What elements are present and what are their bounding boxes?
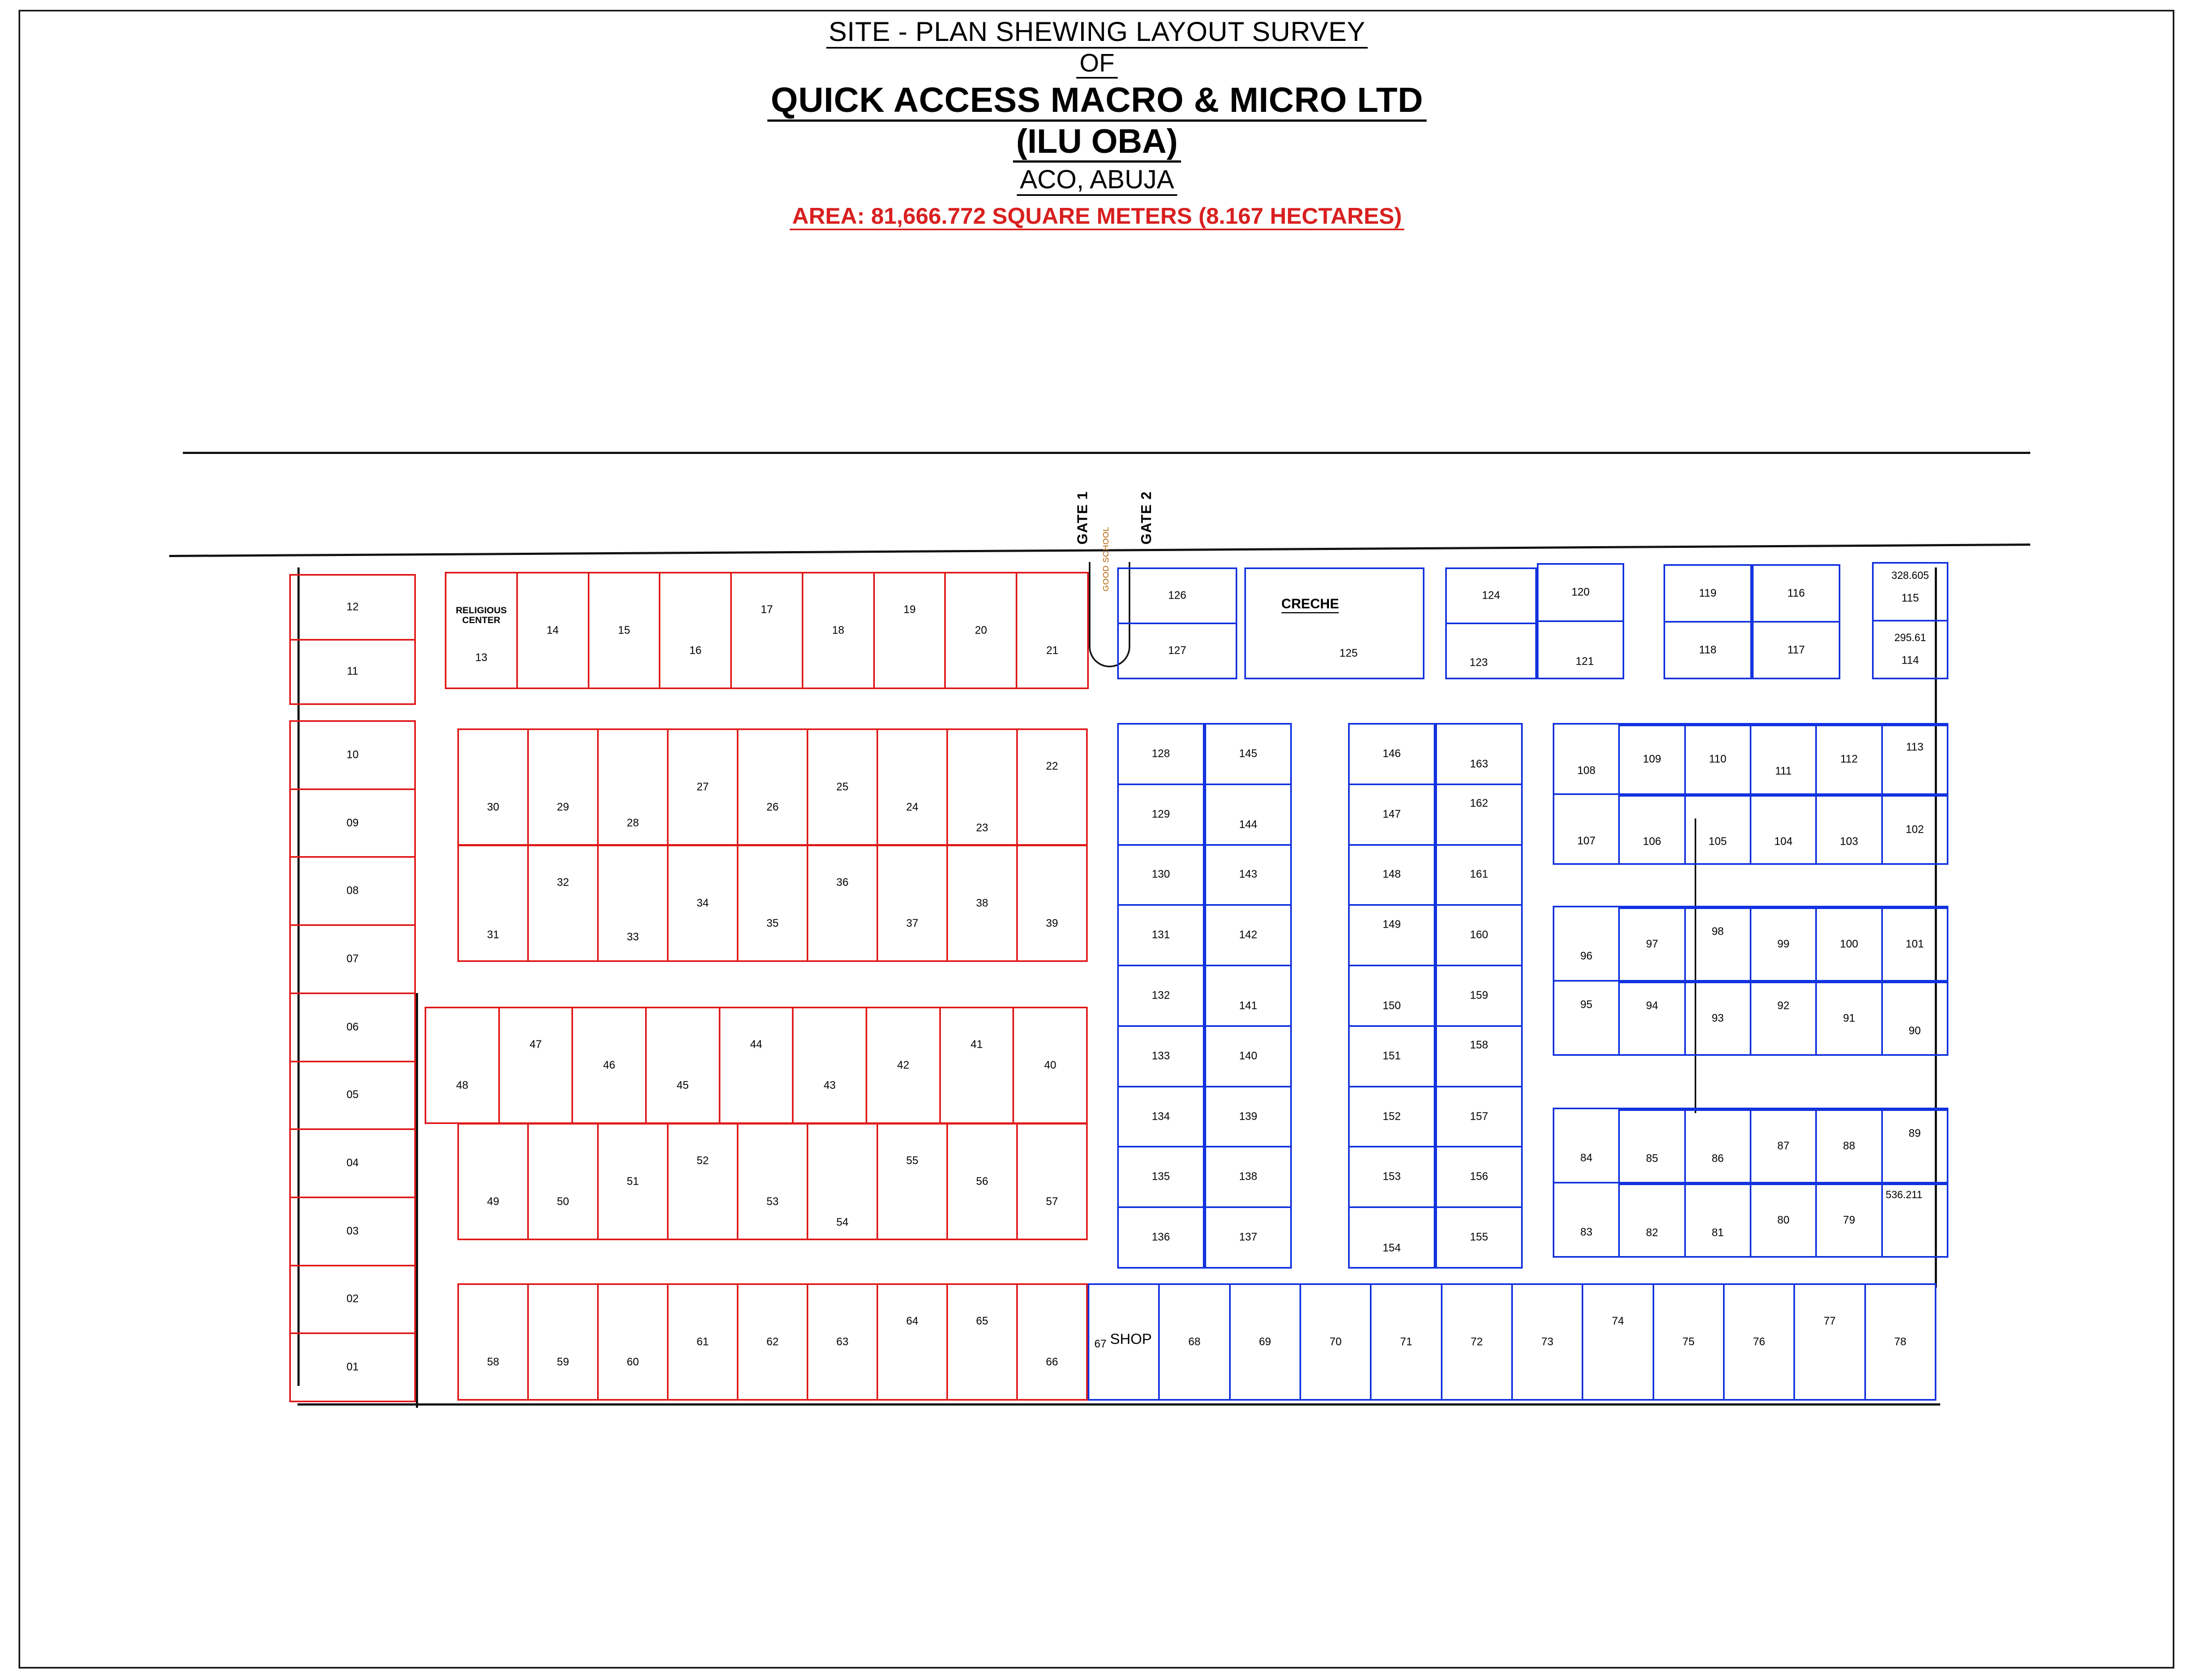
plot-cell[interactable]: 110 <box>1684 725 1750 793</box>
plot-cell[interactable]: 84 <box>1580 1152 1593 1164</box>
plot-cell[interactable]: 106 <box>1618 795 1684 864</box>
plot-cell[interactable]: 34 <box>667 846 737 960</box>
plot-cell[interactable]: 135 <box>1119 1146 1203 1206</box>
plot-cell[interactable]: 140 <box>1206 1025 1290 1086</box>
plot-cell[interactable]: 116 <box>1787 587 1805 599</box>
plot-cell[interactable]: 10 <box>346 749 359 761</box>
plot-cell[interactable]: 138 <box>1206 1146 1290 1206</box>
plot-cell[interactable]: 155 <box>1437 1206 1521 1267</box>
plot-cell[interactable]: 144 <box>1206 784 1290 844</box>
plot-cell[interactable]: 17 <box>730 573 802 687</box>
plot-cell[interactable]: 37 <box>877 846 946 960</box>
block-row-shop-67-78[interactable] <box>1088 1283 1936 1401</box>
plot-cell[interactable]: 75 <box>1653 1285 1723 1399</box>
block-grid-96-90[interactable] <box>1553 906 1948 1056</box>
plot-cell[interactable]: 30 <box>487 801 499 814</box>
plot-cell[interactable]: 126 <box>1168 589 1187 602</box>
plot-cell[interactable]: 29 <box>527 730 597 844</box>
plot-cell[interactable]: 11 <box>291 639 414 704</box>
block-creche-125[interactable] <box>1244 567 1424 679</box>
plot-cell[interactable]: 113 <box>1881 725 1947 793</box>
plot-cell[interactable]: 05 <box>291 1061 414 1129</box>
plot-cell[interactable]: 57 <box>1016 1125 1086 1239</box>
plot-cell[interactable]: 68 <box>1158 1285 1229 1399</box>
plot-cell[interactable]: 47 <box>498 1008 572 1122</box>
plot-cell[interactable]: 124 <box>1482 589 1500 602</box>
plot-cell[interactable]: 127 <box>1119 623 1236 678</box>
plot-cell[interactable]: 105 <box>1684 795 1750 864</box>
plot-cell[interactable]: 78 <box>1864 1285 1935 1399</box>
block-row-48-40[interactable] <box>425 1007 1088 1124</box>
plot-cell[interactable]: 24 <box>877 730 946 844</box>
left-block-edge <box>416 993 418 1408</box>
plot-cell-religious-center[interactable]: RELIGIOUS CENTER 13 <box>456 605 507 664</box>
plot-cell[interactable]: 94 <box>1618 982 1684 1054</box>
plot-cell[interactable]: 136 <box>1119 1206 1203 1267</box>
plot-cell[interactable]: 53 <box>737 1125 807 1239</box>
plot-cell[interactable]: 101 <box>1881 907 1947 980</box>
boundary-line-top <box>183 452 2030 454</box>
plot-cell[interactable]: 160 <box>1437 904 1521 965</box>
plot-cell[interactable]: 133 <box>1119 1025 1203 1086</box>
plot-cell[interactable]: 02 <box>291 1265 414 1333</box>
area-note: AREA: 81,666.772 SQUARE METERS (8.167 HECTARES) <box>0 203 2194 229</box>
title-line-3: QUICK ACCESS MACRO & MICRO LTD <box>0 81 2194 120</box>
plot-cell[interactable]: 102 <box>1881 795 1947 864</box>
block-124-123[interactable] <box>1445 567 1537 679</box>
block-grid-108-102[interactable] <box>1553 723 1948 865</box>
plot-cell[interactable]: 154 <box>1350 1206 1434 1267</box>
block-col-145-137[interactable] <box>1205 723 1292 1269</box>
plot-cell[interactable]: 58 <box>487 1356 499 1368</box>
plot-cell[interactable]: 146 <box>1382 748 1401 760</box>
plot-cell[interactable]: 95 <box>1580 999 1593 1011</box>
plot-cell[interactable]: 86 <box>1684 1109 1750 1182</box>
plot-cell[interactable]: 32 <box>527 846 597 960</box>
plot-cell[interactable]: 61 <box>667 1285 737 1399</box>
plot-cell[interactable]: 51 <box>597 1125 667 1239</box>
plot-cell[interactable]: 64 <box>877 1285 946 1399</box>
plot-cell[interactable]: 77 <box>1793 1285 1864 1399</box>
plot-cell[interactable]: 20 <box>944 573 1016 687</box>
plot-cell[interactable]: 43 <box>792 1008 866 1122</box>
grid-row[interactable] <box>1554 793 1947 864</box>
plot-cell[interactable]: 45 <box>645 1008 719 1122</box>
plot-cell[interactable]: 07 <box>291 924 414 993</box>
plot-cell[interactable]: 98 <box>1684 907 1750 980</box>
plot-cell[interactable]: 111 <box>1750 725 1815 793</box>
boundary-line-bottom <box>297 1403 1940 1406</box>
plot-cell[interactable]: 03 <box>291 1197 414 1265</box>
title-line-4: (ILU OBA) <box>0 123 2194 160</box>
plot-cell[interactable]: 120 <box>1571 586 1590 599</box>
block-grid-84-79[interactable] <box>1553 1108 1948 1258</box>
plot-cell[interactable]: 109 <box>1618 725 1684 793</box>
plot-cell[interactable]: 82 <box>1618 1183 1684 1256</box>
plot-cell[interactable]: 18 <box>802 573 873 687</box>
plot-cell[interactable]: 83 <box>1580 1226 1593 1239</box>
block-row-13-21[interactable] <box>445 572 1089 689</box>
plot-cell[interactable]: 141 <box>1206 965 1290 1025</box>
plot-cell[interactable]: 06 <box>291 993 414 1061</box>
plot-cell[interactable]: 33 <box>597 846 667 960</box>
plot-cell[interactable]: 93 <box>1684 982 1750 1054</box>
title-line-2: OF <box>0 49 2194 77</box>
plot-cell[interactable]: 39 <box>1016 846 1086 960</box>
plot-cell[interactable]: 88 <box>1815 1109 1881 1182</box>
plot-cell[interactable]: 85 <box>1618 1109 1684 1182</box>
plot-cell[interactable]: 134 <box>1119 1086 1203 1146</box>
plot-cell[interactable]: 54 <box>807 1125 877 1239</box>
plot-cell[interactable]: 162 <box>1437 784 1521 844</box>
plot-cell[interactable]: 19 <box>873 573 945 687</box>
plot-cell[interactable]: 328.605 115 <box>1891 570 1929 605</box>
plot-cell[interactable]: 73 <box>1511 1285 1582 1399</box>
plot-cell[interactable]: 48 <box>456 1079 468 1092</box>
block-col-163-155[interactable] <box>1435 723 1523 1269</box>
plot-cell[interactable]: 56 <box>946 1125 1016 1239</box>
plot-cell[interactable]: 163 <box>1470 758 1488 770</box>
plot-cell[interactable]: 70 <box>1299 1285 1370 1399</box>
plot-cell[interactable]: 49 <box>487 1195 499 1208</box>
plot-cell[interactable]: 42 <box>866 1008 939 1122</box>
plot-cell[interactable]: 26 <box>737 730 807 844</box>
plot-cell[interactable]: 97 <box>1618 907 1684 980</box>
block-119-118[interactable] <box>1664 564 1752 679</box>
block-126-127[interactable] <box>1117 567 1237 679</box>
plot-cell[interactable]: 147 <box>1350 784 1434 844</box>
plot-cell[interactable]: 27 <box>667 730 737 844</box>
plot-cell[interactable]: 44 <box>719 1008 792 1122</box>
plot-cell[interactable]: 87 <box>1750 1109 1815 1182</box>
plot-cell[interactable]: 107 <box>1577 835 1596 847</box>
plot-cell[interactable]: 69 <box>1229 1285 1299 1399</box>
plot-cell[interactable]: 131 <box>1119 904 1203 965</box>
plot-cell[interactable]: 90 <box>1881 982 1947 1054</box>
plot-cell[interactable]: 159 <box>1437 965 1521 1025</box>
plot-cell[interactable]: 129 <box>1119 784 1203 844</box>
dimension-label: 328.605 <box>1891 570 1929 582</box>
plot-cell[interactable]: 123 <box>1447 623 1535 678</box>
plot-cell[interactable]: 99 <box>1750 907 1815 980</box>
plot-cell[interactable]: 38 <box>946 846 1016 960</box>
plot-cell[interactable]: 09 <box>291 788 414 857</box>
plot-cell[interactable]: 156 <box>1437 1146 1521 1206</box>
plot-cell[interactable]: 63 <box>807 1285 877 1399</box>
plot-cell[interactable]: 21 <box>1016 573 1087 687</box>
grid-row[interactable] <box>1554 725 1947 793</box>
plot-cell[interactable]: 153 <box>1350 1146 1434 1206</box>
plot-cell[interactable]: 66 <box>1016 1285 1086 1399</box>
plot-cell[interactable]: 100 <box>1815 907 1881 980</box>
plot-cell[interactable]: 128 <box>1152 748 1170 760</box>
plot-cell[interactable]: 50 <box>527 1125 597 1239</box>
dimension-label: 295.61 <box>1894 632 1927 644</box>
plot-cell[interactable]: 103 <box>1815 795 1881 864</box>
plot-cell[interactable]: 121 <box>1539 620 1623 678</box>
plot-cell[interactable]: 31 <box>487 929 499 941</box>
plot-cell[interactable]: 157 <box>1437 1086 1521 1146</box>
plot-cell[interactable]: 22 <box>1016 730 1086 844</box>
block-row-49-57[interactable] <box>457 1123 1088 1240</box>
grid-row[interactable] <box>1554 1109 1947 1182</box>
plot-cell[interactable]: 28 <box>597 730 667 844</box>
grid-row[interactable] <box>1554 907 1947 980</box>
plot-cell[interactable]: 40 <box>1012 1008 1086 1122</box>
plot-cell[interactable]: 41 <box>939 1008 1013 1122</box>
plot-cell[interactable]: 145 <box>1239 748 1257 760</box>
shop-label: SHOP <box>1110 1330 1152 1347</box>
plot-cell-creche[interactable]: CRECHE 125 <box>1281 596 1358 660</box>
block-116-117[interactable] <box>1752 564 1840 679</box>
title-line-5: ACO, ABUJA <box>0 165 2194 195</box>
plot-cell[interactable]: 65 <box>946 1285 1016 1399</box>
plot-cell[interactable]: 23 <box>946 730 1016 844</box>
plot-cell[interactable]: 295.61 114 <box>1874 620 1947 678</box>
plot-cell-shop[interactable]: 67 SHOP <box>1094 1330 1152 1350</box>
plot-cell[interactable]: 108 <box>1577 764 1596 777</box>
block-left-lower[interactable] <box>289 720 416 1402</box>
plot-cell[interactable]: 52 <box>667 1125 737 1239</box>
religious-center-label: RELIGIOUS CENTER <box>456 605 507 626</box>
good-school-label: GOOD SCHOOL <box>1101 527 1111 591</box>
plot-cell[interactable]: 139 <box>1206 1086 1290 1146</box>
plot-cell[interactable]: 74 <box>1582 1285 1652 1399</box>
plot-cell[interactable]: 04 <box>291 1128 414 1197</box>
plot-cell[interactable]: 148 <box>1350 844 1434 905</box>
plot-cell[interactable]: 117 <box>1754 621 1839 678</box>
plot-cell[interactable]: 14 <box>516 573 588 687</box>
plot-cell[interactable]: 151 <box>1350 1025 1434 1086</box>
plot-cell[interactable]: 158 <box>1437 1025 1521 1086</box>
plot-cell[interactable]: 91 <box>1815 982 1881 1054</box>
plot-cell[interactable]: 79 <box>1815 1183 1881 1256</box>
creche-label: CRECHE <box>1281 596 1339 613</box>
title-block <box>0 16 2194 229</box>
block-col-128-136[interactable] <box>1117 723 1205 1269</box>
plot-cell[interactable]: 132 <box>1119 965 1203 1025</box>
block-row-30-22[interactable] <box>457 728 1088 846</box>
plot-cell[interactable]: 80 <box>1750 1183 1815 1256</box>
plot-cell[interactable]: 152 <box>1350 1086 1434 1146</box>
plot-cell[interactable]: 35 <box>737 846 807 960</box>
plot-cell[interactable]: 89 <box>1881 1109 1947 1182</box>
plot-cell[interactable]: 142 <box>1206 904 1290 965</box>
plot-cell[interactable]: 76 <box>1723 1285 1793 1399</box>
block-115-114[interactable] <box>1872 562 1948 679</box>
plot-cell[interactable]: 25 <box>807 730 877 844</box>
block-left-upper[interactable] <box>289 574 416 705</box>
plot-cell[interactable]: 59 <box>527 1285 597 1399</box>
gate-2-label: GATE 2 <box>1138 491 1154 545</box>
plot-cell[interactable]: 104 <box>1750 795 1815 864</box>
plot-cell[interactable]: 81 <box>1684 1183 1750 1256</box>
title-line-1: SITE - PLAN SHEWING LAYOUT SURVEY <box>0 16 2194 47</box>
plot-cell[interactable]: 119 <box>1699 587 1716 599</box>
block-row-58-66[interactable] <box>457 1283 1088 1401</box>
plot-cell[interactable]: 71 <box>1370 1285 1440 1399</box>
plot-cell[interactable]: 149 <box>1350 904 1434 965</box>
plot-cell[interactable]: 130 <box>1119 844 1203 905</box>
block-col-146-154[interactable] <box>1348 723 1435 1269</box>
plot-cell[interactable]: 92 <box>1750 982 1815 1054</box>
plot-cell[interactable]: 36 <box>807 846 877 960</box>
plot-cell[interactable]: 60 <box>597 1285 667 1399</box>
plot-cell[interactable]: 46 <box>571 1008 645 1122</box>
plot-cell[interactable]: 96 <box>1580 950 1593 962</box>
plot-cell[interactable]: 112 <box>1815 725 1881 793</box>
plot-cell[interactable]: 01 <box>291 1332 414 1401</box>
gate-1-label: GATE 1 <box>1074 491 1090 545</box>
plot-cell[interactable]: 143 <box>1206 844 1290 905</box>
plot-cell[interactable]: 15 <box>588 573 659 687</box>
grid-row[interactable] <box>1554 980 1947 1054</box>
plot-cell[interactable]: 150 <box>1350 965 1434 1025</box>
plot-cell[interactable]: 137 <box>1206 1206 1290 1267</box>
plot-cell[interactable]: 118 <box>1665 621 1750 678</box>
plot-cell[interactable]: 161 <box>1437 844 1521 905</box>
block-120-121[interactable] <box>1537 563 1624 679</box>
plot-cell[interactable]: 62 <box>737 1285 807 1399</box>
plot-cell[interactable]: 72 <box>1441 1285 1511 1399</box>
plot-cell[interactable]: 16 <box>659 573 730 687</box>
block-row-31-39[interactable] <box>457 845 1088 962</box>
dimension-536: 536.211 <box>1886 1189 1923 1201</box>
plot-cell[interactable]: 55 <box>877 1125 946 1239</box>
plot-cell[interactable]: 12 <box>346 601 359 613</box>
plot-cell[interactable]: 08 <box>291 856 414 924</box>
